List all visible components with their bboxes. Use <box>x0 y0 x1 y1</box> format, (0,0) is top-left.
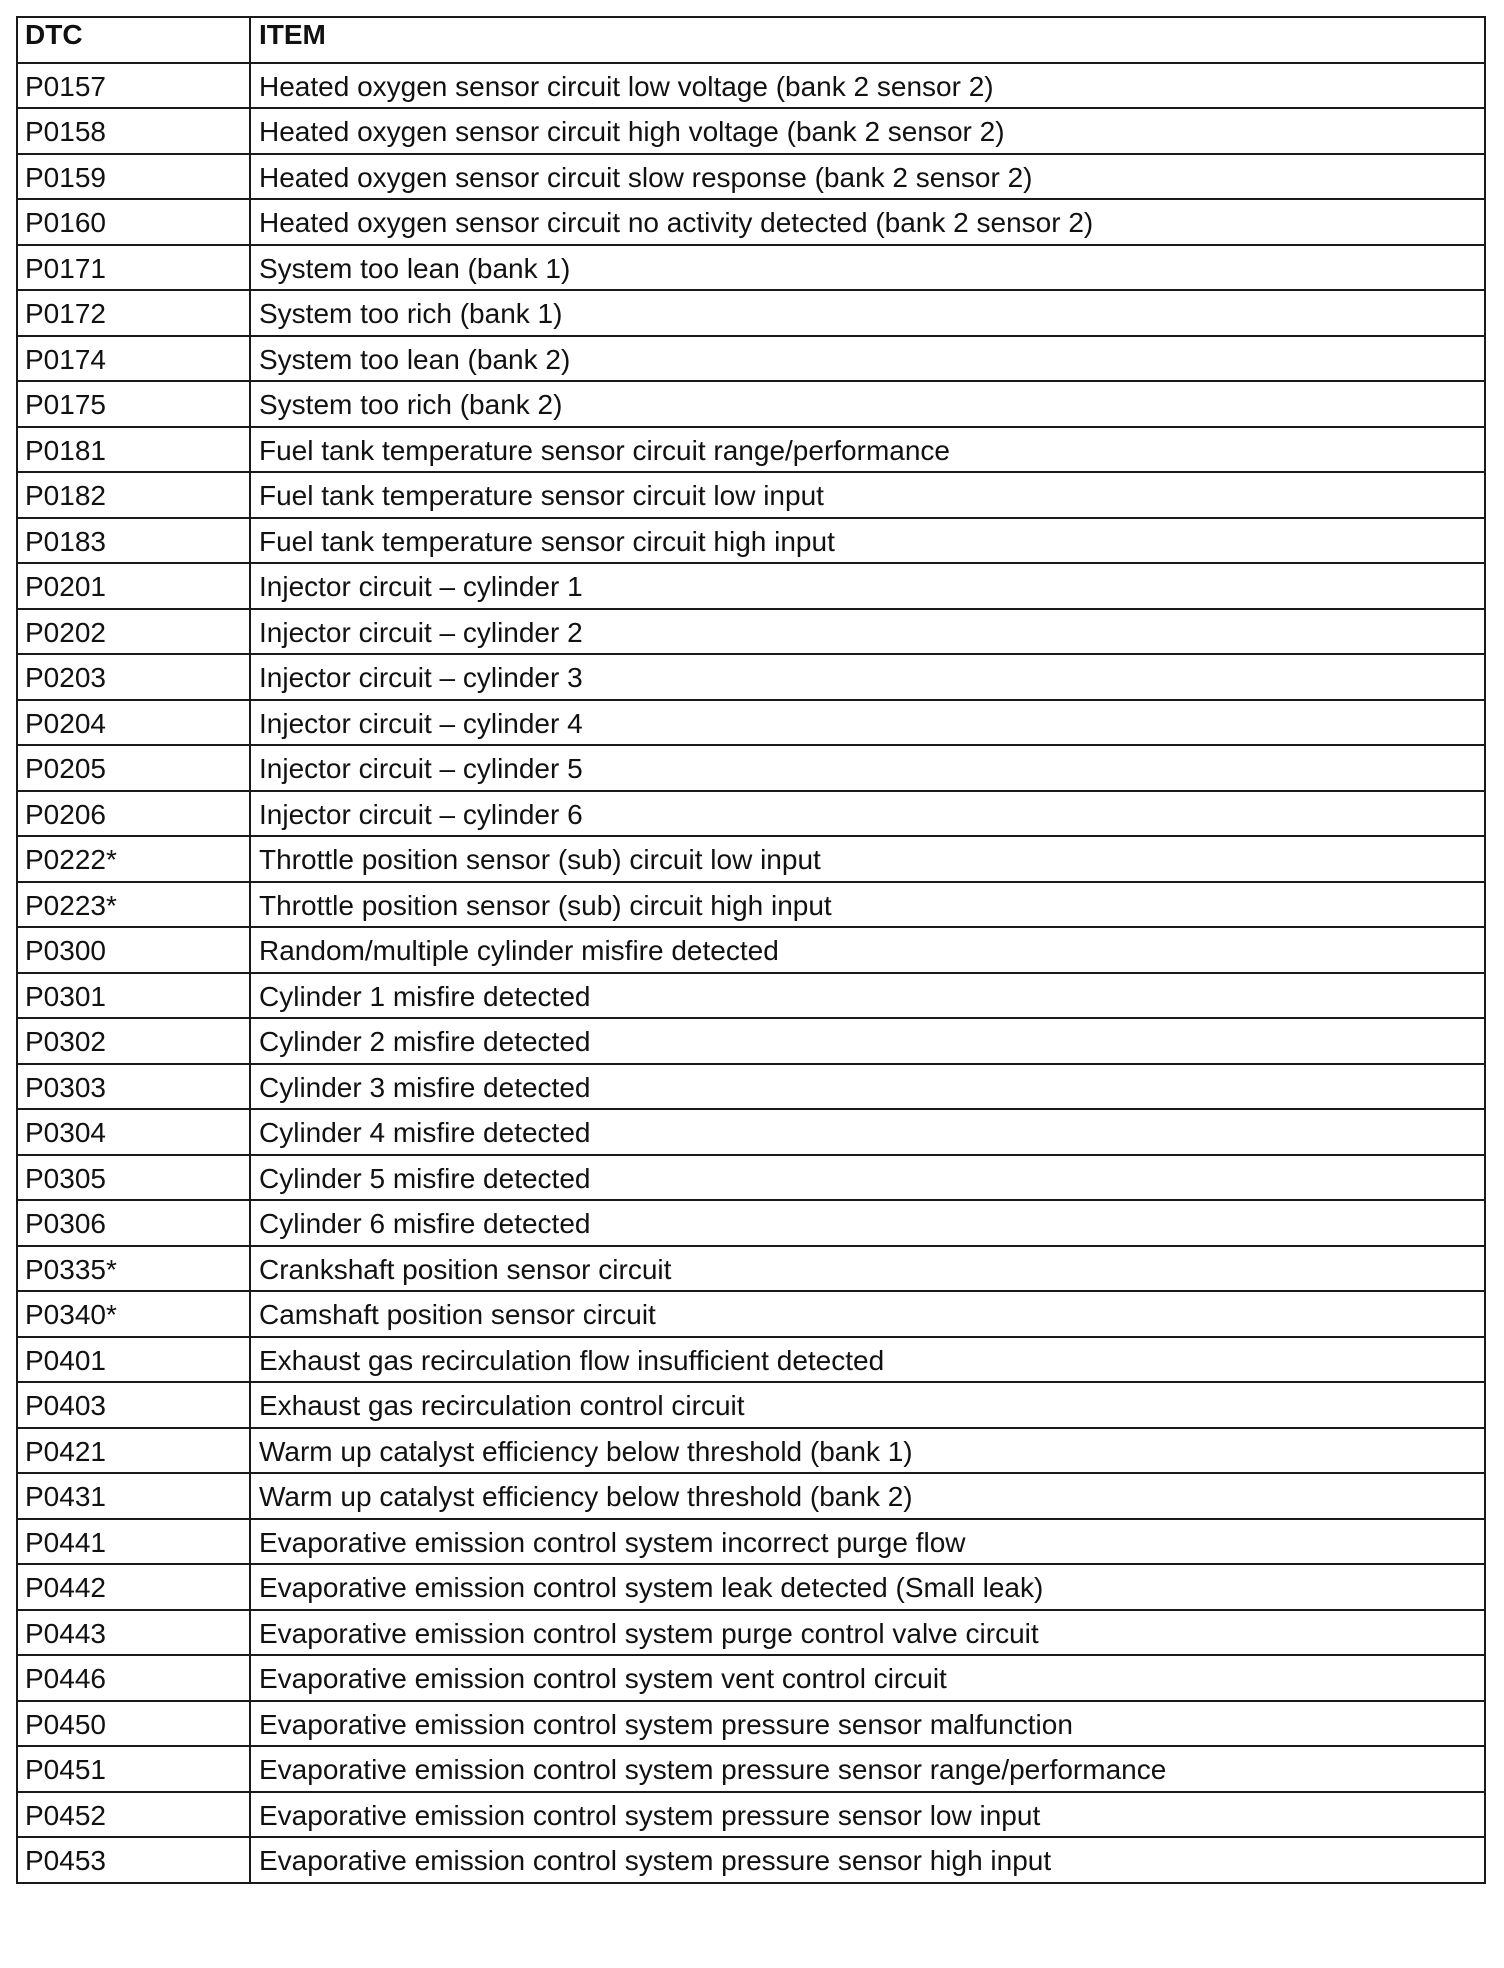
table-row <box>17 609 1485 655</box>
dtc-description-cell: System too lean (bank 1) <box>250 245 1485 291</box>
table-row <box>17 199 1485 245</box>
item-column-header: ITEM <box>250 17 1485 63</box>
table-row <box>17 1200 1485 1246</box>
table-row <box>17 745 1485 791</box>
dtc-code-cell: P0441 <box>17 1519 250 1565</box>
dtc-description-cell: Cylinder 3 misfire detected <box>250 1064 1485 1110</box>
dtc-description-cell: Exhaust gas recirculation flow insufficient detected <box>250 1337 1485 1383</box>
table-row <box>17 1246 1485 1292</box>
dtc-code-cell: P0303 <box>17 1064 250 1110</box>
table-row <box>17 927 1485 973</box>
dtc-code-cell: P0450 <box>17 1701 250 1747</box>
dtc-description-cell: Evaporative emission control system vent control circuit <box>250 1655 1485 1701</box>
dtc-code-cell: P0451 <box>17 1746 250 1792</box>
dtc-description-cell: Crankshaft position sensor circuit <box>250 1246 1485 1292</box>
dtc-description-cell: Cylinder 6 misfire detected <box>250 1200 1485 1246</box>
dtc-description-cell: Cylinder 2 misfire detected <box>250 1018 1485 1064</box>
table-row <box>17 1837 1485 1883</box>
dtc-description-cell: Injector circuit – cylinder 4 <box>250 700 1485 746</box>
dtc-description-cell: Camshaft position sensor circuit <box>250 1291 1485 1337</box>
table-row <box>17 1155 1485 1201</box>
table-row <box>17 1382 1485 1428</box>
dtc-description-cell: Cylinder 4 misfire detected <box>250 1109 1485 1155</box>
dtc-code-cell: P0335* <box>17 1246 250 1292</box>
dtc-description-cell: Cylinder 1 misfire detected <box>250 973 1485 1019</box>
dtc-description-cell: Injector circuit – cylinder 1 <box>250 563 1485 609</box>
dtc-description-cell: Fuel tank temperature sensor circuit low input <box>250 472 1485 518</box>
dtc-description-cell: Injector circuit – cylinder 6 <box>250 791 1485 837</box>
table-row <box>17 1792 1485 1838</box>
header-row <box>17 17 1485 63</box>
dtc-code-cell: P0452 <box>17 1792 250 1838</box>
dtc-description-cell: Injector circuit – cylinder 5 <box>250 745 1485 791</box>
dtc-description-cell: Random/multiple cylinder misfire detected <box>250 927 1485 973</box>
table-row <box>17 1064 1485 1110</box>
table-row <box>17 1428 1485 1474</box>
table-row <box>17 882 1485 928</box>
dtc-code-cell: P0306 <box>17 1200 250 1246</box>
dtc-code-cell: P0174 <box>17 336 250 382</box>
dtc-description-cell: Exhaust gas recirculation control circuit <box>250 1382 1485 1428</box>
dtc-code-cell: P0300 <box>17 927 250 973</box>
dtc-code-cell: P0181 <box>17 427 250 473</box>
dtc-code-cell: P0453 <box>17 1837 250 1883</box>
dtc-code-cell: P0202 <box>17 609 250 655</box>
table-row <box>17 973 1485 1019</box>
dtc-description-cell: System too lean (bank 2) <box>250 336 1485 382</box>
dtc-description-cell: Warm up catalyst efficiency below threshold (bank 2) <box>250 1473 1485 1519</box>
dtc-description-cell: System too rich (bank 2) <box>250 381 1485 427</box>
table-row <box>17 563 1485 609</box>
table-row <box>17 836 1485 882</box>
dtc-code-cell: P0175 <box>17 381 250 427</box>
table-row <box>17 518 1485 564</box>
dtc-code-cell: P0223* <box>17 882 250 928</box>
table-row <box>17 654 1485 700</box>
dtc-description-cell: Injector circuit – cylinder 3 <box>250 654 1485 700</box>
table-row <box>17 1655 1485 1701</box>
table-row <box>17 1337 1485 1383</box>
dtc-code-cell: P0159 <box>17 154 250 200</box>
dtc-code-cell: P0206 <box>17 791 250 837</box>
table-row <box>17 108 1485 154</box>
dtc-description-cell: Evaporative emission control system pressure sensor low input <box>250 1792 1485 1838</box>
table-header <box>17 17 1485 63</box>
dtc-code-cell: P0222* <box>17 836 250 882</box>
dtc-description-cell: Evaporative emission control system purge control valve circuit <box>250 1610 1485 1656</box>
dtc-description-cell: Evaporative emission control system pressure sensor malfunction <box>250 1701 1485 1747</box>
table-row <box>17 290 1485 336</box>
table-row <box>17 427 1485 473</box>
dtc-description-cell: Heated oxygen sensor circuit no activity detected (bank 2 sensor 2) <box>250 199 1485 245</box>
dtc-code-cell: P0305 <box>17 1155 250 1201</box>
dtc-column-header: DTC <box>17 17 250 63</box>
dtc-description-cell: Fuel tank temperature sensor circuit range/performance <box>250 427 1485 473</box>
table-row <box>17 336 1485 382</box>
table-row <box>17 1564 1485 1610</box>
dtc-code-cell: P0203 <box>17 654 250 700</box>
dtc-code-cell: P0446 <box>17 1655 250 1701</box>
dtc-code-cell: P0431 <box>17 1473 250 1519</box>
dtc-code-cell: P0201 <box>17 563 250 609</box>
dtc-description-cell: Evaporative emission control system incorrect purge flow <box>250 1519 1485 1565</box>
table-row <box>17 1473 1485 1519</box>
dtc-code-cell: P0401 <box>17 1337 250 1383</box>
table-row <box>17 700 1485 746</box>
dtc-description-cell: Evaporative emission control system pressure sensor range/performance <box>250 1746 1485 1792</box>
table-row <box>17 1519 1485 1565</box>
dtc-description-cell: System too rich (bank 1) <box>250 290 1485 336</box>
table-row <box>17 154 1485 200</box>
dtc-code-cell: P0171 <box>17 245 250 291</box>
dtc-table <box>16 16 1486 1884</box>
dtc-code-cell: P0205 <box>17 745 250 791</box>
table-row <box>17 1109 1485 1155</box>
dtc-description-cell: Throttle position sensor (sub) circuit low input <box>250 836 1485 882</box>
dtc-description-cell: Injector circuit – cylinder 2 <box>250 609 1485 655</box>
table-row <box>17 791 1485 837</box>
table-row <box>17 472 1485 518</box>
dtc-code-cell: P0182 <box>17 472 250 518</box>
dtc-description-cell: Throttle position sensor (sub) circuit high input <box>250 882 1485 928</box>
dtc-description-cell: Warm up catalyst efficiency below threshold (bank 1) <box>250 1428 1485 1474</box>
dtc-description-cell: Cylinder 5 misfire detected <box>250 1155 1485 1201</box>
dtc-code-cell: P0160 <box>17 199 250 245</box>
dtc-description-cell: Evaporative emission control system leak detected (Small leak) <box>250 1564 1485 1610</box>
table-row <box>17 245 1485 291</box>
dtc-code-cell: P0204 <box>17 700 250 746</box>
table-body <box>17 63 1485 1883</box>
dtc-code-cell: P0340* <box>17 1291 250 1337</box>
dtc-description-cell: Heated oxygen sensor circuit slow response (bank 2 sensor 2) <box>250 154 1485 200</box>
dtc-description-cell: Heated oxygen sensor circuit low voltage (bank 2 sensor 2) <box>250 63 1485 109</box>
dtc-code-cell: P0158 <box>17 108 250 154</box>
table-row <box>17 1701 1485 1747</box>
dtc-code-cell: P0302 <box>17 1018 250 1064</box>
table-row <box>17 1610 1485 1656</box>
table-row <box>17 1018 1485 1064</box>
table-row <box>17 63 1485 109</box>
table-row <box>17 1746 1485 1792</box>
dtc-description-cell: Heated oxygen sensor circuit high voltage (bank 2 sensor 2) <box>250 108 1485 154</box>
dtc-code-cell: P0421 <box>17 1428 250 1474</box>
dtc-code-cell: P0442 <box>17 1564 250 1610</box>
dtc-description-cell: Evaporative emission control system pressure sensor high input <box>250 1837 1485 1883</box>
dtc-code-cell: P0183 <box>17 518 250 564</box>
table-row <box>17 381 1485 427</box>
dtc-code-cell: P0301 <box>17 973 250 1019</box>
dtc-code-cell: P0304 <box>17 1109 250 1155</box>
table-row <box>17 1291 1485 1337</box>
dtc-code-cell: P0403 <box>17 1382 250 1428</box>
dtc-code-cell: P0443 <box>17 1610 250 1656</box>
dtc-code-cell: P0157 <box>17 63 250 109</box>
dtc-code-cell: P0172 <box>17 290 250 336</box>
dtc-description-cell: Fuel tank temperature sensor circuit high input <box>250 518 1485 564</box>
